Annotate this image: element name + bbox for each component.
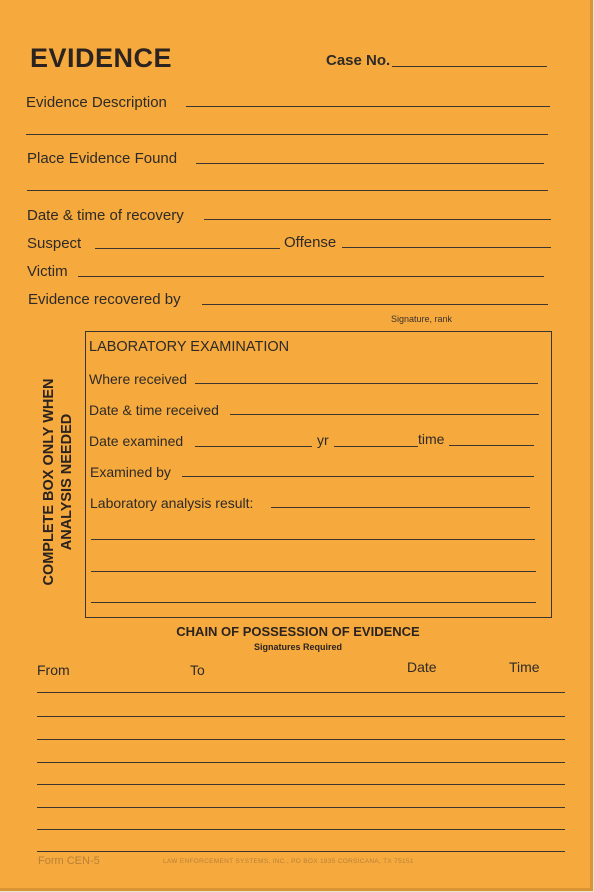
chain-row-8[interactable] [37, 851, 565, 852]
suspect-field[interactable] [95, 248, 280, 249]
where-received-label: Where received [89, 371, 188, 387]
page-title: EVIDENCE [30, 43, 173, 73]
evidence-description-field-2[interactable] [26, 134, 548, 135]
place-evidence-found-label: Place Evidence Found [27, 150, 178, 167]
date-examined-label: Date examined [89, 433, 184, 449]
date-time-recovery-label: Date & time of recovery [27, 207, 184, 224]
form-id: Form CEN-5 [38, 855, 100, 867]
chain-row-1[interactable] [37, 692, 565, 693]
victim-label: Victim [27, 263, 68, 280]
time-field[interactable] [449, 445, 534, 446]
col-from: From [37, 662, 70, 678]
analysis-result-field-3[interactable] [91, 571, 536, 572]
signature-rank-note: Signature, rank [391, 314, 453, 324]
chain-heading: CHAIN OF POSSESSION OF EVIDENCE [176, 624, 420, 639]
side-label-line-2: ANALYSIS NEEDED [59, 413, 75, 551]
yr-field[interactable] [334, 446, 418, 447]
date-time-received-field[interactable] [230, 414, 539, 415]
time-label: time [418, 431, 445, 447]
chain-row-3[interactable] [37, 739, 565, 740]
publisher-footer: LAW ENFORCEMENT SYSTEMS, INC., PO BOX 1835 CORSICANA, TX 75151 [163, 858, 414, 865]
analysis-result-field[interactable] [271, 507, 530, 508]
col-date: Date [407, 659, 437, 675]
victim-field[interactable] [78, 276, 544, 277]
side-label-line-1: COMPLETE BOX ONLY WHEN [41, 378, 57, 586]
place-evidence-found-field[interactable] [196, 163, 544, 164]
evidence-recovered-by-field[interactable] [202, 304, 548, 305]
analysis-result-label: Laboratory analysis result: [90, 495, 254, 511]
complete-box-side-label [40, 378, 76, 585]
case-no-label: Case No. [326, 52, 391, 69]
chain-row-2[interactable] [37, 716, 565, 717]
analysis-result-field-4[interactable] [91, 602, 536, 603]
place-evidence-found-field-2[interactable] [27, 190, 548, 191]
examined-by-field[interactable] [182, 476, 534, 477]
chain-row-7[interactable] [37, 829, 565, 830]
analysis-result-field-2[interactable] [91, 539, 535, 540]
evidence-description-field[interactable] [186, 106, 550, 107]
col-time: Time [509, 659, 540, 675]
evidence-recovered-by-label: Evidence recovered by [28, 291, 181, 308]
chain-row-5[interactable] [37, 784, 565, 785]
date-time-received-label: Date & time received [89, 402, 219, 418]
examined-by-label: Examined by [90, 464, 171, 480]
date-time-recovery-field[interactable] [204, 219, 551, 220]
lab-heading: LABORATORY EXAMINATION [89, 339, 290, 355]
col-to: To [190, 662, 205, 678]
yr-label: yr [317, 432, 329, 448]
offense-field[interactable] [342, 247, 551, 248]
chain-subheading: Signatures Required [253, 642, 343, 652]
offense-label: Offense [284, 234, 337, 251]
evidence-description-label: Evidence Description [26, 94, 167, 111]
suspect-label: Suspect [27, 235, 82, 252]
chain-row-6[interactable] [37, 807, 565, 808]
chain-row-4[interactable] [37, 762, 565, 763]
case-no-field[interactable] [392, 66, 547, 67]
date-examined-field[interactable] [195, 446, 312, 447]
where-received-field[interactable] [195, 383, 538, 384]
